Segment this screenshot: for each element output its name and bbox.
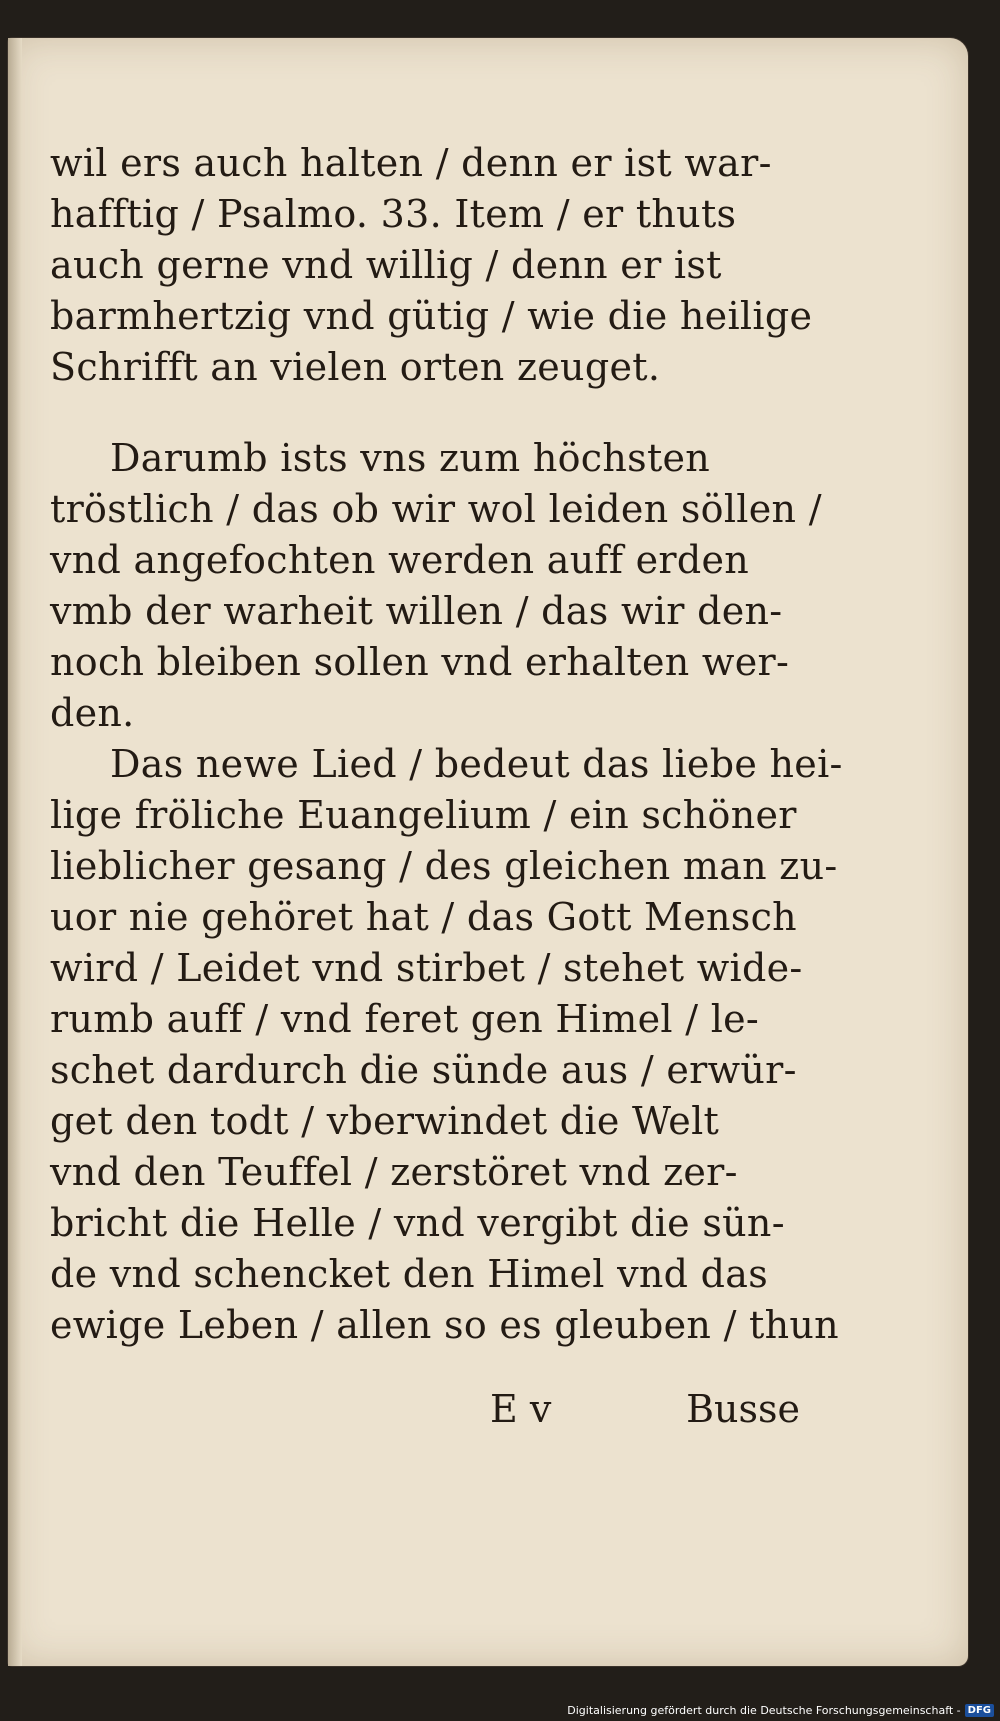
book-page xyxy=(8,38,968,1666)
text-line: bricht die Helle / vnd vergibt die sün- xyxy=(50,1201,785,1245)
text-line: den. xyxy=(50,691,135,735)
text-line: de vnd schencket den Himel vnd das xyxy=(50,1252,769,1296)
dfg-logo: DFG xyxy=(965,1704,994,1717)
text-line: get den todt / vberwindet die Welt xyxy=(50,1099,720,1143)
text-line: vmb der warheit willen / das wir den- xyxy=(50,589,783,633)
text-line: vnd den Teuffel / zerstöret vnd zer- xyxy=(50,1150,738,1194)
text-line: wird / Leidet vnd stirbet / stehet wide- xyxy=(50,946,803,990)
text-line: wil ers auch halten / denn er ist war- xyxy=(50,141,772,185)
text-line: barmhertzig vnd gütig / wie die heilige xyxy=(50,294,813,338)
text-line: Darumb ists vns zum höchsten xyxy=(110,436,711,480)
page-text xyxy=(50,138,843,1351)
funding-credit: Digitalisierung gefördert durch die Deutsche Forschungsgemeinschaft - xyxy=(567,1703,961,1717)
paragraph-3 xyxy=(50,739,843,1351)
paragraph-2 xyxy=(50,433,822,739)
text-line: ewige Leben / allen so es gleuben / thun xyxy=(50,1303,839,1347)
text-line: Das newe Lied / bedeut das liebe hei- xyxy=(110,742,843,786)
text-line: rumb auff / vnd feret gen Himel / le- xyxy=(50,997,760,1041)
digitization-footer xyxy=(567,1701,994,1719)
text-line: Schrifft an vielen orten zeuget. xyxy=(50,345,661,389)
text-line: tröstlich / das ob wir wol leiden söllen / xyxy=(50,487,822,531)
text-line: lieblicher gesang / des gleichen man zu- xyxy=(50,844,838,888)
text-line: vnd angefochten werden auff erden xyxy=(50,538,750,582)
catchword-row xyxy=(50,1384,800,1435)
text-line: lige fröliche Euangelium / ein schöner xyxy=(50,793,797,837)
text-line: hafftig / Psalmo. 33. Item / er thuts xyxy=(50,192,737,236)
catchword: Busse xyxy=(686,1387,800,1431)
text-line: uor nie gehöret hat / das Gott Mensch xyxy=(50,895,797,939)
paragraph-1 xyxy=(50,138,813,393)
text-line: schet dardurch die sünde aus / erwür- xyxy=(50,1048,797,1092)
signature-mark: E v xyxy=(490,1387,552,1431)
text-line: auch gerne vnd willig / denn er ist xyxy=(50,243,722,287)
text-line: noch bleiben sollen vnd erhalten wer- xyxy=(50,640,790,684)
